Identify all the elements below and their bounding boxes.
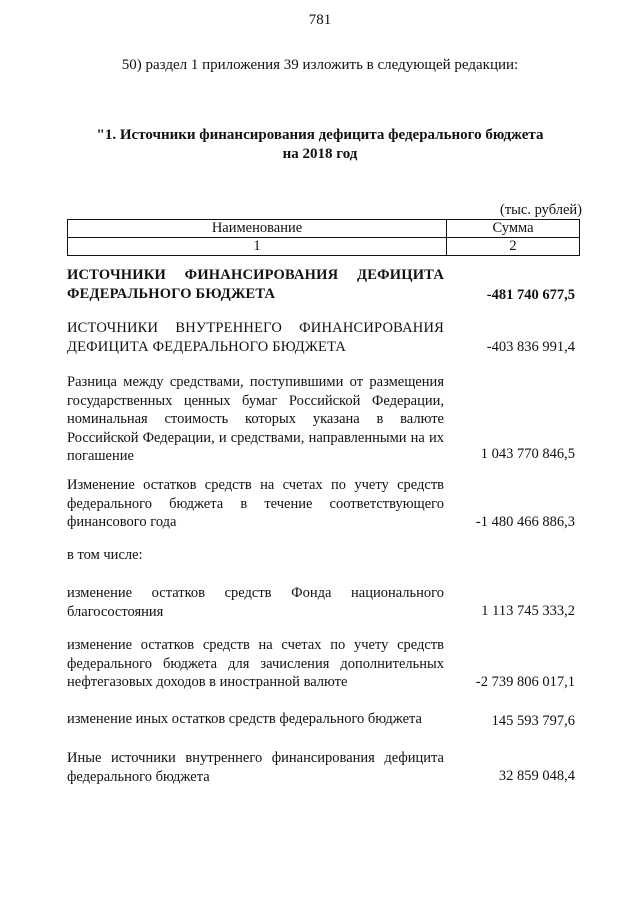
row-value: -481 740 677,5	[486, 287, 575, 303]
units-label: (тыс. рублей)	[500, 202, 582, 218]
intro-text: 50) раздел 1 приложения 39 изложить в следующей редакции:	[121, 57, 519, 73]
row-value: 1 113 745 333,2	[481, 603, 575, 619]
row-name: Изменение остатков средств на счетах по учету средств федерального бюджета в течение соответствующего финансового года	[67, 477, 444, 530]
row-value: 145 593 797,6	[491, 713, 575, 729]
row-value: -2 739 806 017,1	[475, 674, 575, 690]
title-line-1: "1. Источники финансирования дефицита федерального бюджета	[96, 127, 544, 143]
header-sum-number: 2	[447, 238, 580, 256]
row-name: изменение иных остатков средств федерального бюджета	[67, 711, 422, 727]
header-name-column: Наименование	[68, 220, 447, 238]
section-title	[60, 126, 580, 164]
table-header	[67, 219, 580, 256]
row-value: -1 480 466 886,3	[475, 514, 575, 530]
header-name-number: 1	[68, 238, 447, 256]
row-name: в том числе:	[67, 547, 143, 563]
row-name: ИСТОЧНИКИ ВНУТРЕННЕГО ФИНАНСИРОВАНИЯ ДЕФИЦИТА ФЕДЕРАЛЬНОГО БЮДЖЕТА	[67, 320, 444, 355]
header-row	[68, 220, 580, 238]
title-line-2: на 2018 год	[282, 146, 358, 162]
header-sum-column: Сумма	[447, 220, 580, 238]
row-name: Разница между средствами, поступившими от размещения государственных ценных бумаг Российской Федерации, номинальная стоимость которых указана в валюте Российской Федерации, и средствами, направленными на их погашение	[67, 374, 444, 464]
page-number: 781	[308, 12, 332, 28]
row-name: изменение остатков средств на счетах по учету средств федерального бюджета для зачисления дополнительных нефтегазовых доходов в иностранной валюте	[67, 637, 444, 690]
row-name: Иные источники внутреннего финансирования дефицита федерального бюджета	[67, 750, 444, 785]
header-number-row	[68, 238, 580, 256]
row-name: ИСТОЧНИКИ ФИНАНСИРОВАНИЯ ДЕФИЦИТА ФЕДЕРАЛЬНОГО БЮДЖЕТА	[67, 267, 444, 302]
row-value: 1 043 770 846,5	[480, 446, 575, 462]
row-value: -403 836 991,4	[486, 339, 575, 355]
row-value: 32 859 048,4	[498, 768, 575, 784]
row-name: изменение остатков средств Фонда национального благосостояния	[67, 585, 444, 620]
